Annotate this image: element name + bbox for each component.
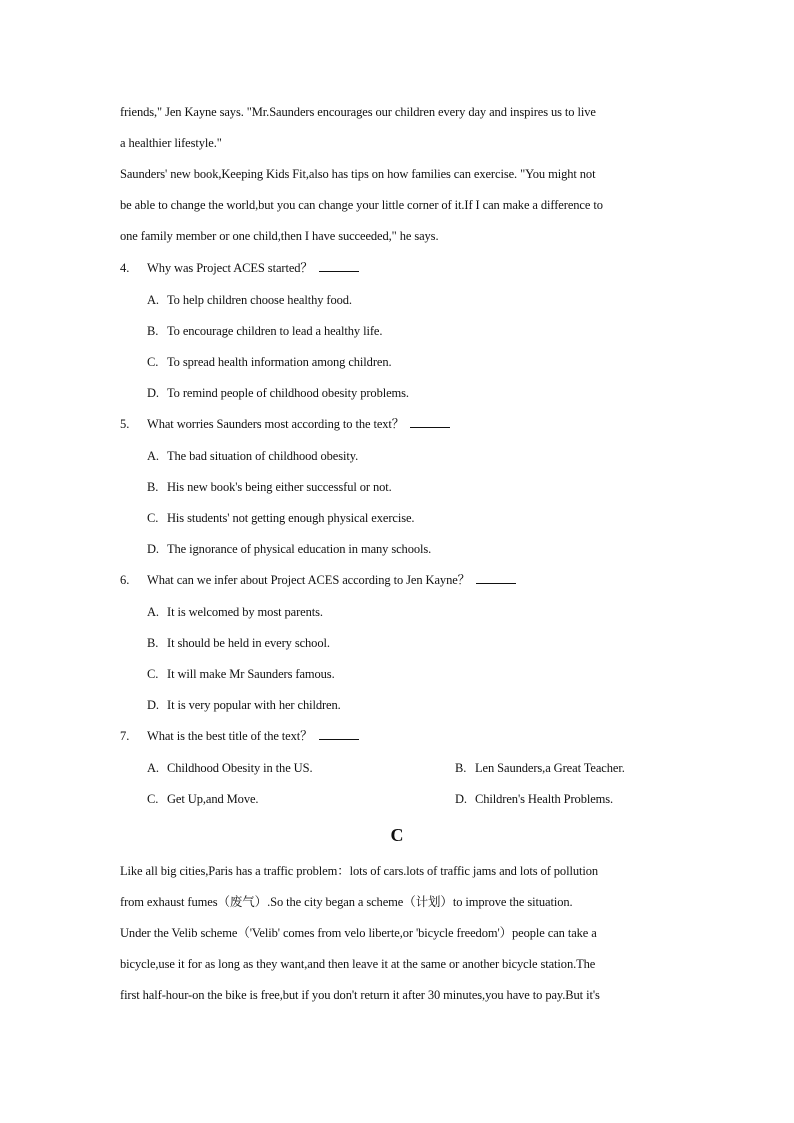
option-text: The bad situation of childhood obesity.	[167, 449, 359, 463]
option-text: It is welcomed by most parents.	[167, 605, 323, 619]
option-letter: A.	[147, 293, 159, 307]
option-a[interactable]	[147, 760, 312, 776]
option-letter: D.	[147, 542, 159, 556]
answer-blank[interactable]	[319, 260, 359, 272]
question-stem	[147, 416, 450, 432]
option-text: His students' not getting enough physical exercise.	[167, 511, 415, 525]
passage-line: friends," Jen Kayne says. "Mr.Saunders encourages our children every day and inspires us to live	[120, 105, 596, 119]
option-b[interactable]	[147, 323, 382, 339]
question-number: 5.	[120, 417, 130, 431]
option-text: His new book's being either successful or not.	[167, 480, 392, 494]
question-stem	[147, 260, 359, 276]
option-text: To remind people of childhood obesity problems.	[167, 386, 409, 400]
option-b[interactable]	[455, 760, 625, 776]
option-text: Len Saunders,a Great Teacher.	[475, 761, 625, 775]
option-letter: C.	[147, 511, 159, 525]
option-d[interactable]	[147, 697, 341, 713]
passage-line: a healthier lifestyle."	[120, 136, 222, 150]
option-c[interactable]	[147, 354, 392, 370]
question-number: 7.	[120, 729, 130, 743]
option-text: The ignorance of physical education in many schools.	[167, 542, 432, 556]
option-text: To encourage children to lead a healthy life.	[167, 324, 383, 338]
option-text: To spread health information among children.	[167, 355, 392, 369]
answer-blank[interactable]	[319, 728, 359, 740]
answer-blank[interactable]	[410, 416, 450, 428]
passage-line: Like all big cities,Paris has a traffic problem：lots of cars.lots of traffic jams and lots of pollution	[120, 864, 599, 878]
option-a[interactable]	[147, 448, 358, 464]
option-b[interactable]	[147, 479, 392, 495]
section-heading: C	[390, 825, 404, 845]
option-text: To help children choose healthy food.	[167, 293, 352, 307]
option-letter: C.	[147, 792, 159, 806]
option-letter: B.	[147, 480, 159, 494]
option-a[interactable]	[147, 292, 352, 308]
option-b[interactable]	[147, 635, 330, 651]
option-text: Get Up,and Move.	[167, 792, 259, 806]
option-letter: D.	[455, 792, 467, 806]
question-stem	[147, 572, 516, 588]
option-c[interactable]	[147, 791, 258, 807]
answer-blank[interactable]	[476, 572, 516, 584]
question-number: 6.	[120, 573, 130, 587]
option-letter: C.	[147, 355, 159, 369]
question-stem-text: What is the best title of the text？	[147, 729, 313, 743]
option-a[interactable]	[147, 604, 323, 620]
question-stem-text: What worries Saunders most according to the text？	[147, 417, 405, 431]
option-letter: A.	[147, 449, 159, 463]
option-letter: C.	[147, 667, 159, 681]
question-stem-text: What can we infer about Project ACES according to Jen Kayne？	[147, 573, 471, 587]
option-d[interactable]	[147, 541, 431, 557]
passage-line: Saunders' new book,Keeping Kids Fit,also has tips on how families can exercise. "You might not	[120, 167, 596, 181]
passage-line: be able to change the world,but you can change your little corner of it.If I can make a difference to	[120, 198, 603, 212]
option-text: It should be held in every school.	[167, 636, 330, 650]
option-d[interactable]	[455, 791, 613, 807]
option-text: It will make Mr Saunders famous.	[167, 667, 335, 681]
passage-line: one family member or one child,then I have succeeded," he says.	[120, 229, 439, 243]
option-letter: D.	[147, 698, 159, 712]
option-letter: B.	[147, 324, 159, 338]
option-letter: A.	[147, 761, 159, 775]
option-letter: A.	[147, 605, 159, 619]
option-c[interactable]	[147, 510, 414, 526]
question-stem	[147, 728, 359, 744]
option-text: Children's Health Problems.	[475, 792, 614, 806]
option-letter: B.	[455, 761, 467, 775]
option-letter: B.	[147, 636, 159, 650]
passage-line: bicycle,use it for as long as they want,and then leave it at the same or another bicycle station.The	[120, 957, 596, 971]
option-d[interactable]	[147, 385, 409, 401]
option-text: It is very popular with her children.	[167, 698, 341, 712]
option-letter: D.	[147, 386, 159, 400]
question-stem-text: Why was Project ACES started？	[147, 261, 313, 275]
passage-line: from exhaust fumes（废气）.So the city began a scheme（计划）to improve the situation.	[120, 895, 573, 909]
passage-line: first half-hour-on the bike is free,but if you don't return it after 30 minutes,you have to pay.But it's	[120, 988, 600, 1002]
passage-line: Under the Velib scheme（'Velib' comes from velo liberte,or 'bicycle freedom'）people can take a	[120, 926, 597, 940]
option-text: Childhood Obesity in the US.	[167, 761, 313, 775]
option-c[interactable]	[147, 666, 335, 682]
question-number: 4.	[120, 261, 130, 275]
